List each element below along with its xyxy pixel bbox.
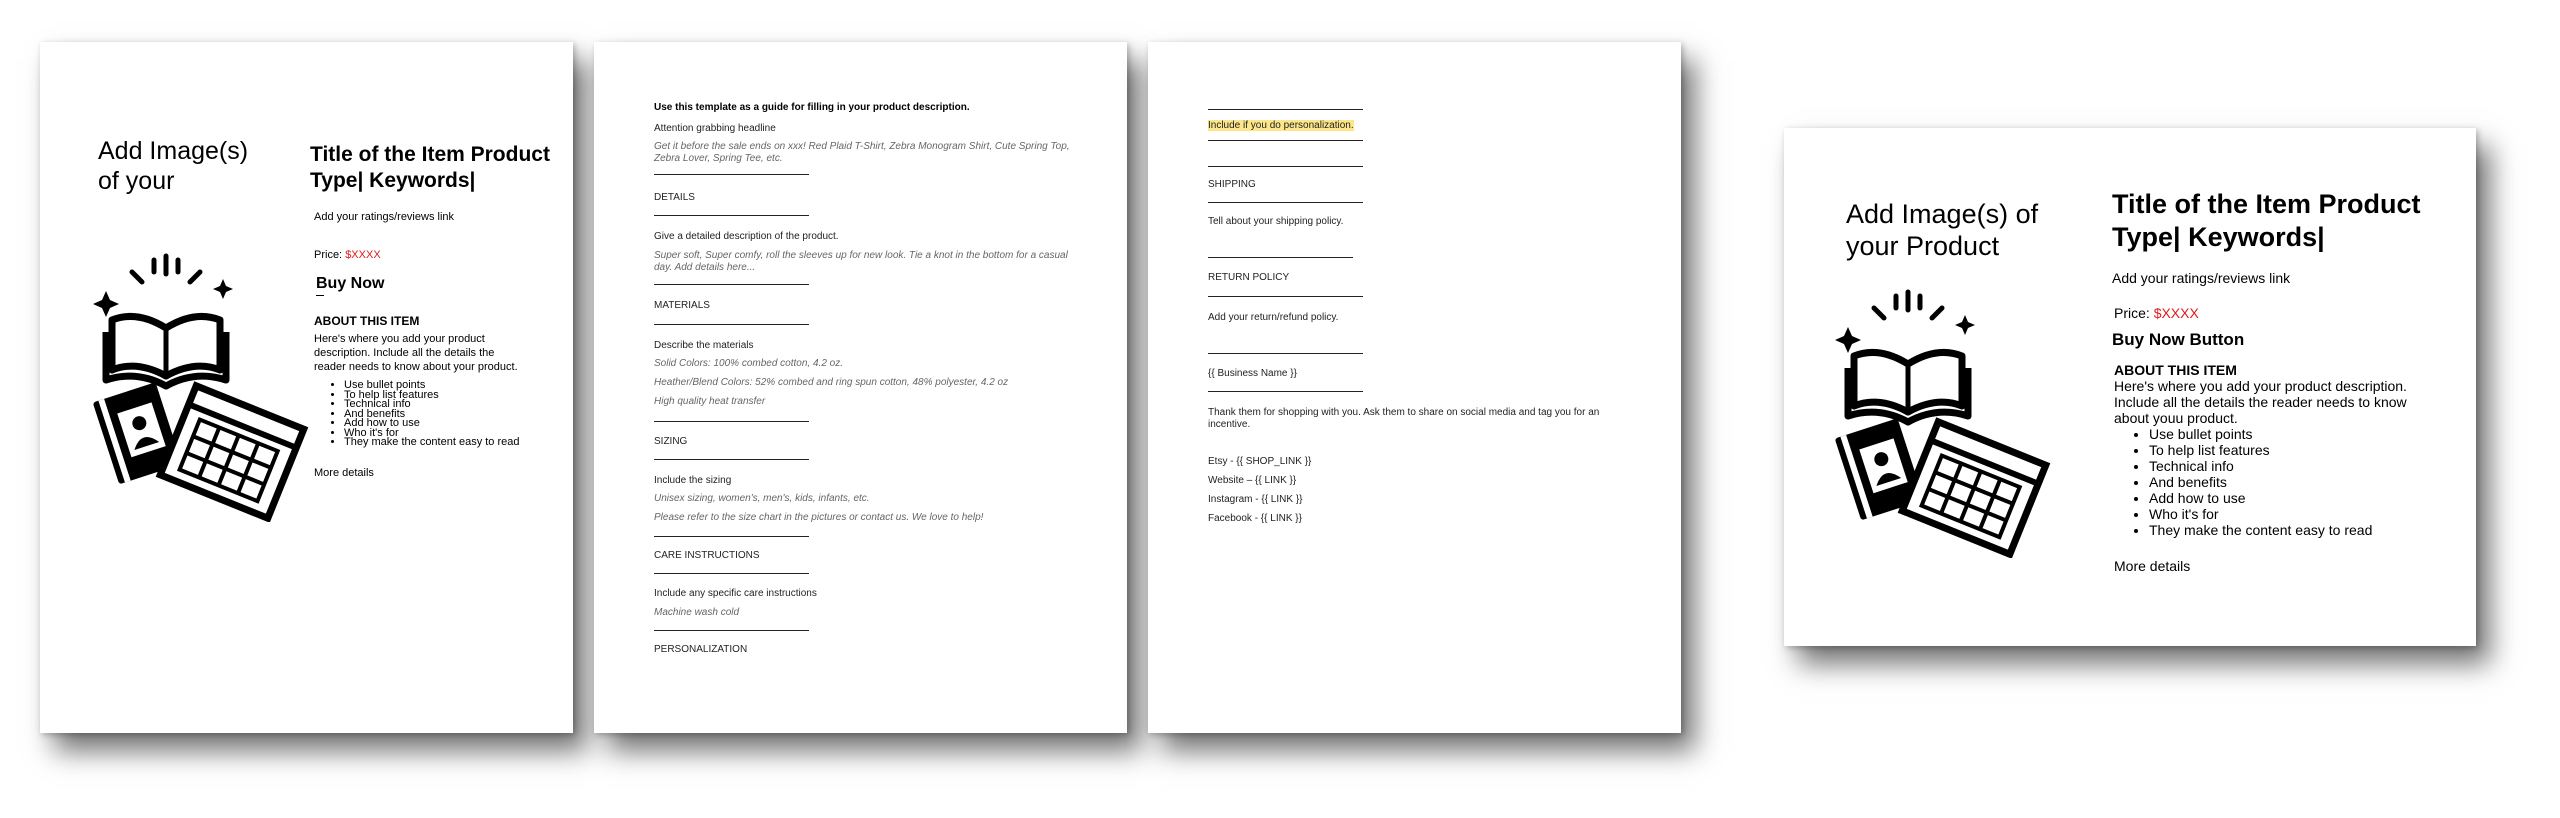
divider bbox=[316, 295, 324, 296]
listing-title: Title of the Item Product Type| Keywords| bbox=[2112, 189, 2421, 252]
page-template-2 bbox=[1148, 42, 1681, 733]
thanks-text: Thank them for shopping with you. Ask them to share on social media and tag you for an incentive. bbox=[1208, 407, 1600, 430]
list-item: • Add how to use bbox=[344, 419, 564, 429]
about-text: Here's where you add your product description. Include all the details the reader needs to know about youu product. bbox=[2114, 378, 2407, 426]
page-listing-landscape bbox=[1784, 128, 2476, 646]
feature-list bbox=[314, 381, 564, 448]
about-heading: ABOUT THIS ITEM bbox=[2114, 362, 2237, 378]
shipping-label: Tell about your shipping policy. bbox=[1208, 216, 1344, 227]
website-link[interactable]: Website – {{ LINK }} bbox=[1208, 475, 1297, 486]
headline-label: Attention grabbing headline bbox=[654, 123, 776, 134]
list-item: • Who it's for bbox=[344, 429, 564, 439]
ratings-link[interactable]: Add your ratings/reviews link bbox=[314, 211, 455, 223]
price-value: $XXXX bbox=[2153, 305, 2199, 321]
sizing-example-1: Unisex sizing, women's, men's, kids, infants, etc. bbox=[654, 493, 870, 504]
facebook-link[interactable]: Facebook - {{ LINK }} bbox=[1208, 513, 1302, 524]
divider bbox=[654, 573, 809, 574]
list-item: • Technical info bbox=[344, 400, 564, 410]
instagram-link[interactable]: Instagram - {{ LINK }} bbox=[1208, 494, 1303, 505]
price-line bbox=[2114, 305, 2199, 321]
etsy-link[interactable]: Etsy - {{ SHOP_LINK }} bbox=[1208, 456, 1312, 467]
image-placeholder-caption: Add Image(s) of your Product bbox=[1846, 199, 2039, 261]
divider bbox=[654, 174, 809, 175]
book-and-calendar-icon bbox=[82, 252, 322, 522]
care-example: Machine wash cold bbox=[654, 607, 740, 618]
divider bbox=[654, 630, 809, 631]
image-placeholder-caption: Add Image(s) of your bbox=[98, 137, 249, 195]
divider bbox=[1208, 109, 1363, 110]
personalization-heading: PERSONALIZATION bbox=[654, 644, 748, 655]
details-example: Super soft, Super comfy, roll the sleeves up for new look. Tie a knot in the bottom for a casual day. Add details here... bbox=[654, 250, 1068, 273]
sizing-label: Include the sizing bbox=[654, 475, 732, 486]
template-intro: Use this template as a guide for filling in your product description. bbox=[654, 102, 970, 113]
price-label: Price: bbox=[2114, 305, 2150, 321]
listing-title: Title of the Item Product Type| Keywords| bbox=[310, 143, 550, 192]
shipping-heading: SHIPPING bbox=[1208, 179, 1256, 190]
details-label: Give a detailed description of the product. bbox=[654, 231, 839, 242]
list-item: • Who it's for bbox=[2149, 506, 2469, 522]
materials-heading: MATERIALS bbox=[654, 300, 710, 311]
details-heading: DETAILS bbox=[654, 192, 695, 203]
divider bbox=[1208, 202, 1363, 203]
buy-now-button[interactable]: Buy Now Button bbox=[2112, 330, 2245, 349]
headline-example: Get it before the sale ends on xxx! Red Plaid T-Shirt, Zebra Monogram Shirt, Cute Spring Top, Zebra Lover, Spring Tee, etc. bbox=[654, 141, 1070, 164]
materials-example-3: High quality heat transfer bbox=[654, 396, 766, 407]
divider bbox=[654, 421, 809, 422]
business-name: {{ Business Name }} bbox=[1208, 368, 1297, 379]
price-value: $XXXX bbox=[345, 249, 381, 261]
return-heading: RETURN POLICY bbox=[1208, 272, 1290, 283]
return-label: Add your return/refund policy. bbox=[1208, 312, 1339, 323]
list-item: • Use bullet points bbox=[2149, 426, 2469, 442]
divider bbox=[654, 324, 809, 325]
care-label: Include any specific care instructions bbox=[654, 588, 817, 599]
divider bbox=[654, 215, 809, 216]
list-item: • Use bullet points bbox=[344, 381, 564, 391]
materials-example-1: Solid Colors: 100% combed cotton, 4.2 oz. bbox=[654, 358, 843, 369]
page-listing-portrait bbox=[40, 42, 573, 733]
materials-example-2: Heather/Blend Colors: 52% combed and ring spun cotton, 48% polyester, 4.2 oz bbox=[654, 377, 1009, 388]
divider bbox=[654, 536, 809, 537]
buy-now-button[interactable]: Buy Now bbox=[316, 275, 385, 292]
list-item: • Technical info bbox=[2149, 458, 2469, 474]
divider bbox=[654, 459, 809, 460]
about-heading: ABOUT THIS ITEM bbox=[314, 314, 420, 328]
more-details-link[interactable]: More details bbox=[2114, 558, 2191, 574]
page-template-1 bbox=[594, 42, 1127, 733]
list-item: • To help list features bbox=[2149, 442, 2469, 458]
divider bbox=[1208, 296, 1363, 297]
about-text: Here's where you add your product description. Include all the details the reader needs to know about your product. bbox=[314, 333, 518, 373]
divider bbox=[1208, 166, 1363, 167]
list-item: • They make the content easy to read bbox=[344, 438, 564, 448]
highlighted-note: Include if you do personalization. bbox=[1208, 120, 1354, 131]
ratings-link[interactable]: Add your ratings/reviews link bbox=[2112, 270, 2291, 286]
sizing-example-2: Please refer to the size chart in the pictures or contact us. We love to help! bbox=[654, 512, 984, 523]
personalization-note bbox=[1208, 120, 1354, 132]
list-item: • They make the content easy to read bbox=[2149, 522, 2469, 538]
divider bbox=[1208, 257, 1353, 258]
feature-list bbox=[2114, 426, 2469, 538]
divider bbox=[654, 284, 809, 285]
divider bbox=[1208, 140, 1363, 141]
sizing-heading: SIZING bbox=[654, 436, 688, 447]
list-item: • Add how to use bbox=[2149, 490, 2469, 506]
book-and-calendar-icon bbox=[1824, 288, 2064, 558]
divider bbox=[1208, 391, 1363, 392]
materials-label: Describe the materials bbox=[654, 340, 754, 351]
price-label: Price: bbox=[314, 249, 343, 261]
price-line bbox=[314, 248, 381, 262]
care-heading: CARE INSTRUCTIONS bbox=[654, 550, 760, 561]
list-item: • And benefits bbox=[344, 410, 564, 420]
divider bbox=[1208, 353, 1363, 354]
list-item: • And benefits bbox=[2149, 474, 2469, 490]
more-details-link[interactable]: More details bbox=[314, 467, 374, 479]
list-item: • To help list features bbox=[344, 391, 564, 401]
